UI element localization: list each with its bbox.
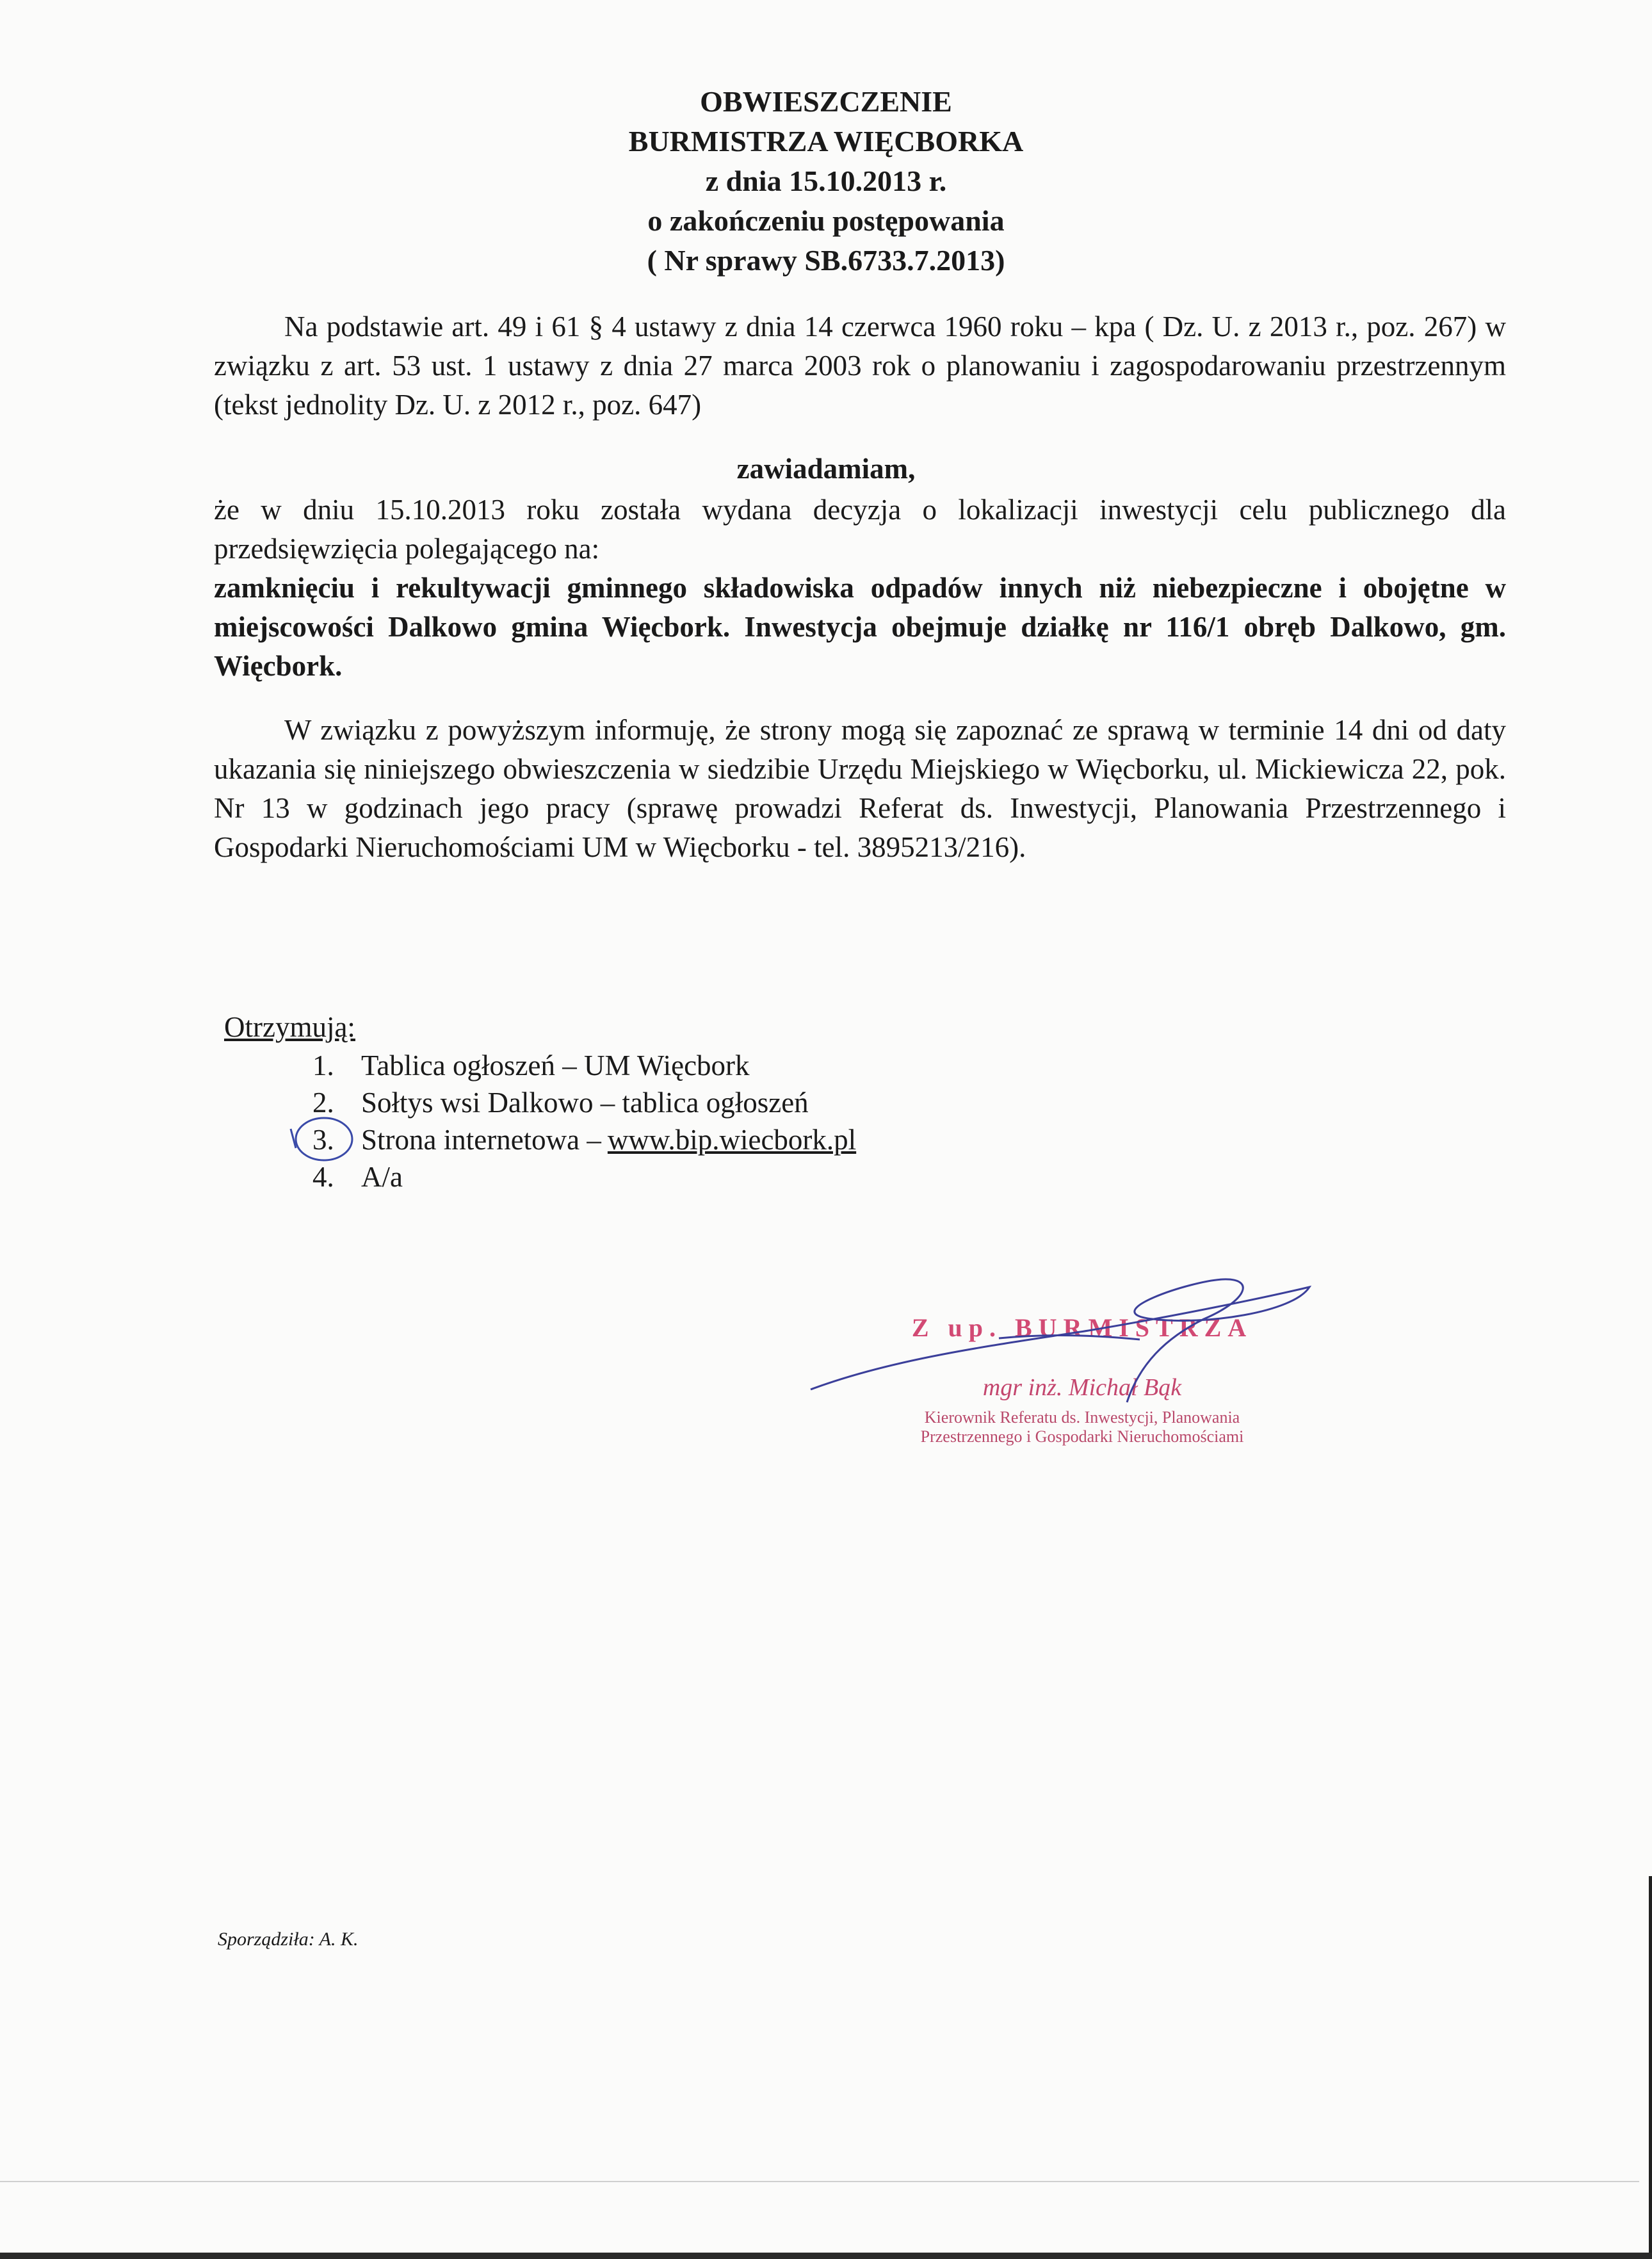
intro-text: Na podstawie art. 49 i 61 § 4 ustawy z dnia 14 czerwca 1960 roku – kpa ( Dz. U. z 2013 r., poz. 267) w związku z art. 53 ust. 1 ustawy z dnia 27 marca 2003 rok o planowaniu i zagospodarowaniu przestrzennym (tekst jednolity Dz. U. z 2012 r., poz. 647) — [214, 311, 1506, 421]
header-case-number: ( Nr sprawy SB.6733.7.2013) — [647, 244, 1005, 277]
stamp-authority: Z up. BURMISTRZA — [911, 1313, 1253, 1342]
scan-edge — [0, 2253, 1652, 2259]
decision-subject: zamknięciu i rekultywacji gminnego składowiska odpadów innych niż niebezpieczne i obojętne w miejscowości Dalkowo gmina Więcbork. Inwestycja obejmuje działkę nr 116/1 obręb Dalkowo, gm. Więcbork. — [214, 572, 1506, 682]
prepared-by: Sporządziła: A. K. — [218, 1929, 359, 1950]
info-paragraph — [214, 711, 1506, 867]
list-item-number: 1. — [312, 1049, 334, 1081]
list-item — [312, 1047, 856, 1084]
list-item — [312, 1158, 856, 1195]
header-date: z dnia 15.10.2013 r. — [705, 165, 947, 197]
list-item — [312, 1084, 856, 1121]
header-title: OBWIESZCZENIE — [700, 85, 952, 118]
website-link[interactable]: www.bip.wiecbork.pl — [607, 1124, 857, 1156]
list-item-text: A/a — [361, 1161, 403, 1193]
stamp-role-line1: Kierownik Referatu ds. Inwestycji, Planowania — [924, 1408, 1240, 1427]
document-header — [0, 82, 1652, 280]
list-item-text: Tablica ogłoszeń – UM Więcbork — [361, 1049, 750, 1081]
decision-text: że w dniu 15.10.2013 roku została wydana decyzja o lokalizacji inwestycji celu publicznego dla przedsięwzięcia polegającego na: — [214, 494, 1506, 565]
recipients-list — [224, 1008, 856, 1195]
intro-paragraph — [214, 307, 1506, 425]
notify-word: zawiadamiam, — [736, 453, 916, 485]
header-authority: BURMISTRZA WIĘCBORKA — [628, 125, 1024, 158]
list-item-number: 3. — [312, 1124, 334, 1156]
recipients-title: Otrzymują: — [224, 1011, 355, 1043]
list-item — [312, 1121, 856, 1158]
list-item-number: 4. — [312, 1161, 334, 1193]
header-subject: o zakończeniu postępowania — [647, 204, 1005, 237]
scan-divider — [0, 2181, 1639, 2182]
stamp-role-line2: Przestrzennego i Gospodarki Nieruchomościami — [920, 1427, 1244, 1446]
list-item-text: Strona internetowa – — [361, 1124, 601, 1156]
list-item-text: Sołtys wsi Dalkowo – tablica ogłoszeń — [361, 1087, 809, 1119]
info-text: W związku z powyższym informuję, że strony mogą się zapoznać ze sprawą w terminie 14 dni od daty ukazania się niniejszego obwieszczenia w siedzibie Urzędu Miejskiego w Więcborku, ul. Mickiewicza 22, pok. Nr 13 w godzinach jego pracy (sprawę prowadzi Referat ds. Inwestycji, Planowania Przestrzennego i Gospodarki Nieruchomościami UM w Więcborku - tel. 3895213/216). — [214, 714, 1506, 863]
stamp-name: mgr inż. Michał Bąk — [982, 1374, 1182, 1401]
decision-paragraph — [214, 490, 1506, 686]
scan-edge — [1649, 1876, 1652, 2259]
handwritten-circle-mark — [287, 1115, 364, 1166]
handwritten-signature — [807, 1274, 1319, 1421]
list-item-number: 2. — [312, 1087, 334, 1119]
